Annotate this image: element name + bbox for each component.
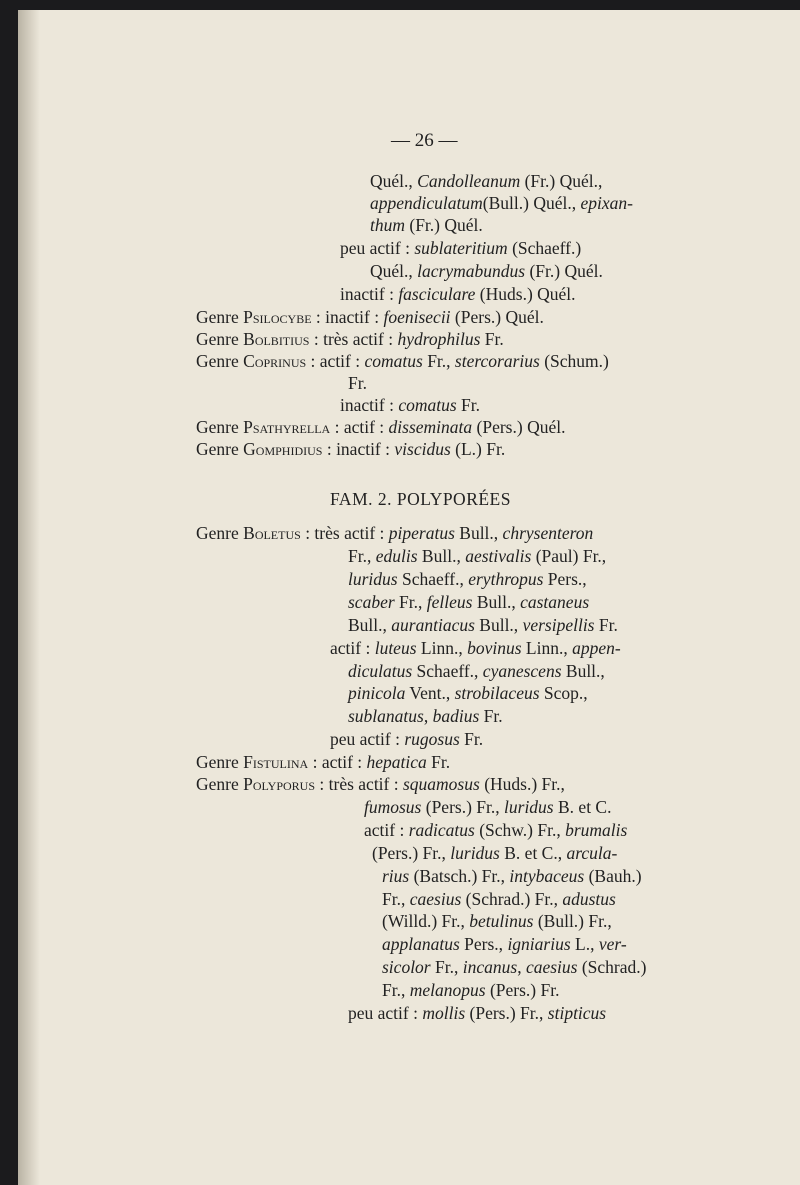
text-line: peu actif : rugosus Fr.: [330, 729, 484, 749]
text-line: (Willd.) Fr., betulinus (Bull.) Fr.,: [382, 911, 612, 931]
document-page: [18, 10, 800, 1185]
text-line: Fr., caesius (Schrad.) Fr., adustus: [382, 889, 616, 909]
text-line: fumosus (Pers.) Fr., luridus B. et C.: [364, 797, 612, 817]
text-line: applanatus Pers., igniarius L., ver-: [382, 934, 627, 954]
text-line: Genre Gomphidius : inactif : viscidus (L.) Fr.: [196, 439, 506, 459]
text-line: rius (Batsch.) Fr., intybaceus (Bauh.): [382, 866, 642, 886]
text-line: pinicola Vent., strobilaceus Scop.,: [348, 683, 588, 703]
text-line: thum (Fr.) Quél.: [370, 215, 483, 235]
section-heading: FAM. 2. POLYPORÉES: [330, 489, 511, 509]
text-line: (Pers.) Fr., luridus B. et C., arcula-: [372, 843, 618, 863]
text-line: Genre Polyporus : très actif : squamosus (Huds.) Fr.,: [196, 774, 565, 794]
text-line: scaber Fr., felleus Bull., castaneus: [348, 592, 590, 612]
page-number: — 26 —: [391, 130, 458, 151]
page-spine-shadow: [18, 10, 40, 1185]
text-line: Genre Coprinus : actif : comatus Fr., stercorarius (Schum.): [196, 351, 609, 371]
text-line: peu actif : sublateritium (Schaeff.): [340, 238, 582, 258]
text-line: Genre Bolbitius : très actif : hydrophilus Fr.: [196, 329, 504, 349]
text-line: appendiculatum(Bull.) Quél., epixan-: [370, 193, 633, 213]
text-line: Genre Fistulina : actif : hepatica Fr.: [196, 752, 451, 772]
text-line: actif : luteus Linn., bovinus Linn., appen-: [330, 638, 621, 658]
text-line: Genre Psathyrella : actif : disseminata (Pers.) Quél.: [196, 417, 566, 437]
text-line: Quél., lacrymabundus (Fr.) Quél.: [370, 261, 603, 281]
text-line: Genre Psilocybe : inactif : foenisecii (Pers.) Quél.: [196, 307, 544, 327]
text-line: inactif : comatus Fr.: [340, 395, 480, 415]
text-line: Fr.: [348, 373, 367, 393]
text-line: diculatus Schaeff., cyanescens Bull.,: [348, 661, 605, 681]
text-line: luridus Schaeff., erythropus Pers.,: [348, 569, 587, 589]
text-line: Quél., Candolleanum (Fr.) Quél.,: [370, 171, 603, 191]
text-line: sublanatus, badius Fr.: [348, 706, 503, 726]
text-line: sicolor Fr., incanus, caesius (Schrad.): [382, 957, 647, 977]
text-line: Fr., edulis Bull., aestivalis (Paul) Fr.,: [348, 546, 607, 566]
text-line: Genre Boletus : très actif : piperatus Bull., chrysenteron: [196, 523, 594, 543]
text-line: Fr., melanopus (Pers.) Fr.: [382, 980, 560, 1000]
text-line: Bull., aurantiacus Bull., versipellis Fr.: [348, 615, 618, 635]
text-line: peu actif : mollis (Pers.) Fr., stipticus: [348, 1003, 607, 1023]
text-line: actif : radicatus (Schw.) Fr., brumalis: [364, 820, 628, 840]
text-line: inactif : fasciculare (Huds.) Quél.: [340, 284, 576, 304]
